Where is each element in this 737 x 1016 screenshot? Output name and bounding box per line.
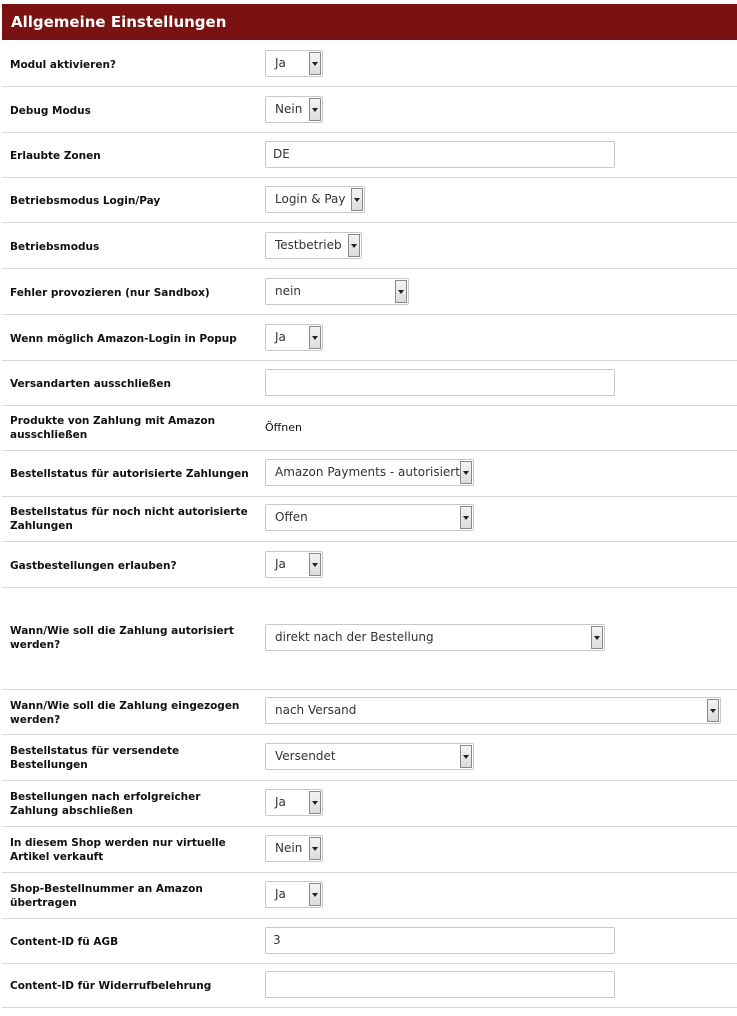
setting-row-content-id-revocation xyxy=(2,964,737,1008)
chevron-down-icon[interactable] xyxy=(309,553,321,576)
setting-row-zones xyxy=(2,133,737,178)
setting-row-shipped-status xyxy=(2,735,737,781)
select-value: Ja xyxy=(275,330,286,344)
chevron-down-icon[interactable] xyxy=(351,188,363,211)
select-value: Versendet xyxy=(275,749,336,763)
setting-label: Wann/Wie soll die Zahlung eingezogen werden? xyxy=(10,700,240,726)
select-value: nach Versand xyxy=(275,703,357,717)
setting-label: Bestellungen nach erfolgreicher Zahlung abschließen xyxy=(10,791,201,817)
setting-row-complete-orders xyxy=(2,781,737,827)
login-pay-mode-select[interactable] xyxy=(265,186,365,213)
setting-row-authorized-status xyxy=(2,451,737,497)
virtual-only-select[interactable] xyxy=(265,835,323,862)
setting-label: Wann/Wie soll die Zahlung autorisiert werden? xyxy=(10,625,234,651)
capture-when-select[interactable] xyxy=(265,697,721,724)
select-value: Amazon Payments - autorisiert xyxy=(275,465,460,479)
setting-row-capture-when xyxy=(2,690,737,735)
select-value: Testbetrieb xyxy=(275,238,342,252)
panel-title: Allgemeine Einstellungen xyxy=(2,4,737,40)
chevron-down-icon[interactable] xyxy=(309,837,321,860)
chevron-down-icon[interactable] xyxy=(460,506,472,529)
select-value: Ja xyxy=(275,887,286,901)
setting-label: Wenn möglich Amazon-Login in Popup xyxy=(10,333,237,345)
setting-row-debug xyxy=(2,87,737,133)
content-id-revocation-input[interactable] xyxy=(265,971,615,998)
setting-label: Modul aktivieren? xyxy=(10,59,117,71)
setting-label: Produkte von Zahlung mit Amazon ausschließen xyxy=(10,415,216,441)
setting-row-exclude-shipping xyxy=(2,361,737,406)
transfer-order-number-select[interactable] xyxy=(265,881,323,908)
select-value: Ja xyxy=(275,557,286,571)
chevron-down-icon[interactable] xyxy=(707,699,719,722)
setting-label: Gastbestellungen erlauben? xyxy=(10,560,177,572)
chevron-down-icon[interactable] xyxy=(460,745,472,768)
setting-row-content-id-agb xyxy=(2,919,737,964)
setting-label: Bestellstatus für versendete Bestellungen xyxy=(10,745,180,771)
allowed-zones-input[interactable]: DE xyxy=(265,141,615,168)
select-value: Ja xyxy=(275,795,286,809)
setting-label: Debug Modus xyxy=(10,105,91,117)
setting-label: Betriebsmodus Login/Pay xyxy=(10,195,161,207)
content-id-agb-input[interactable]: 3 xyxy=(265,927,615,954)
debug-mode-select[interactable] xyxy=(265,96,323,123)
setting-row-operation-mode xyxy=(2,223,737,269)
setting-row-virtual-only xyxy=(2,827,737,873)
chevron-down-icon[interactable] xyxy=(460,461,472,484)
setting-row-authorize-when xyxy=(2,588,737,690)
setting-label: Content-ID fü AGB xyxy=(10,936,119,948)
setting-row-login-popup xyxy=(2,315,737,361)
setting-label: Versandarten ausschließen xyxy=(10,378,171,390)
setting-row-module-active xyxy=(2,41,737,87)
complete-orders-select[interactable] xyxy=(265,789,323,816)
authorized-status-select[interactable] xyxy=(265,459,474,486)
chevron-down-icon[interactable] xyxy=(309,52,321,75)
unauthorized-status-select[interactable] xyxy=(265,504,474,531)
authorize-when-select[interactable] xyxy=(265,624,605,651)
setting-label: Content-ID für Widerrufbelehrung xyxy=(10,980,212,992)
setting-label: Shop-Bestellnummer an Amazon übertragen xyxy=(10,883,203,909)
select-value: direkt nach der Bestellung xyxy=(275,630,434,644)
guest-orders-select[interactable] xyxy=(265,551,323,578)
chevron-down-icon[interactable] xyxy=(309,98,321,121)
shipped-status-select[interactable] xyxy=(265,743,474,770)
select-value: Offen xyxy=(275,510,308,524)
setting-label: Bestellstatus für autorisierte Zahlungen xyxy=(10,468,249,480)
setting-row-exclude-products xyxy=(2,406,737,451)
setting-label: In diesem Shop werden nur virtuelle Artikel verkauft xyxy=(10,837,226,863)
chevron-down-icon[interactable] xyxy=(309,326,321,349)
select-value: Ja xyxy=(275,56,286,70)
select-value: nein xyxy=(275,284,301,298)
setting-row-guest-orders xyxy=(2,542,737,588)
chevron-down-icon[interactable] xyxy=(395,280,407,303)
setting-label: Erlaubte Zonen xyxy=(10,150,101,162)
chevron-down-icon[interactable] xyxy=(309,791,321,814)
chevron-down-icon[interactable] xyxy=(348,234,360,257)
select-value: Login & Pay xyxy=(275,192,346,206)
exclude-shipping-input[interactable] xyxy=(265,369,615,396)
operation-mode-select[interactable] xyxy=(265,232,362,259)
setting-row-transfer-order-number xyxy=(2,873,737,919)
setting-label: Fehler provozieren (nur Sandbox) xyxy=(10,287,210,299)
setting-row-login-pay-mode xyxy=(2,178,737,223)
chevron-down-icon[interactable] xyxy=(309,883,321,906)
open-products-link[interactable]: Öffnen xyxy=(265,421,302,434)
provoke-errors-select[interactable] xyxy=(265,278,409,305)
select-value: Nein xyxy=(275,841,303,855)
setting-label: Bestellstatus für noch nicht autorisierte Zahlungen xyxy=(10,506,248,532)
setting-row-provoke-errors xyxy=(2,269,737,315)
chevron-down-icon[interactable] xyxy=(591,626,603,649)
setting-row-unauthorized-status xyxy=(2,497,737,542)
login-popup-select[interactable] xyxy=(265,324,323,351)
setting-label: Betriebsmodus xyxy=(10,241,100,253)
module-active-select[interactable] xyxy=(265,50,323,77)
select-value: Nein xyxy=(275,102,303,116)
